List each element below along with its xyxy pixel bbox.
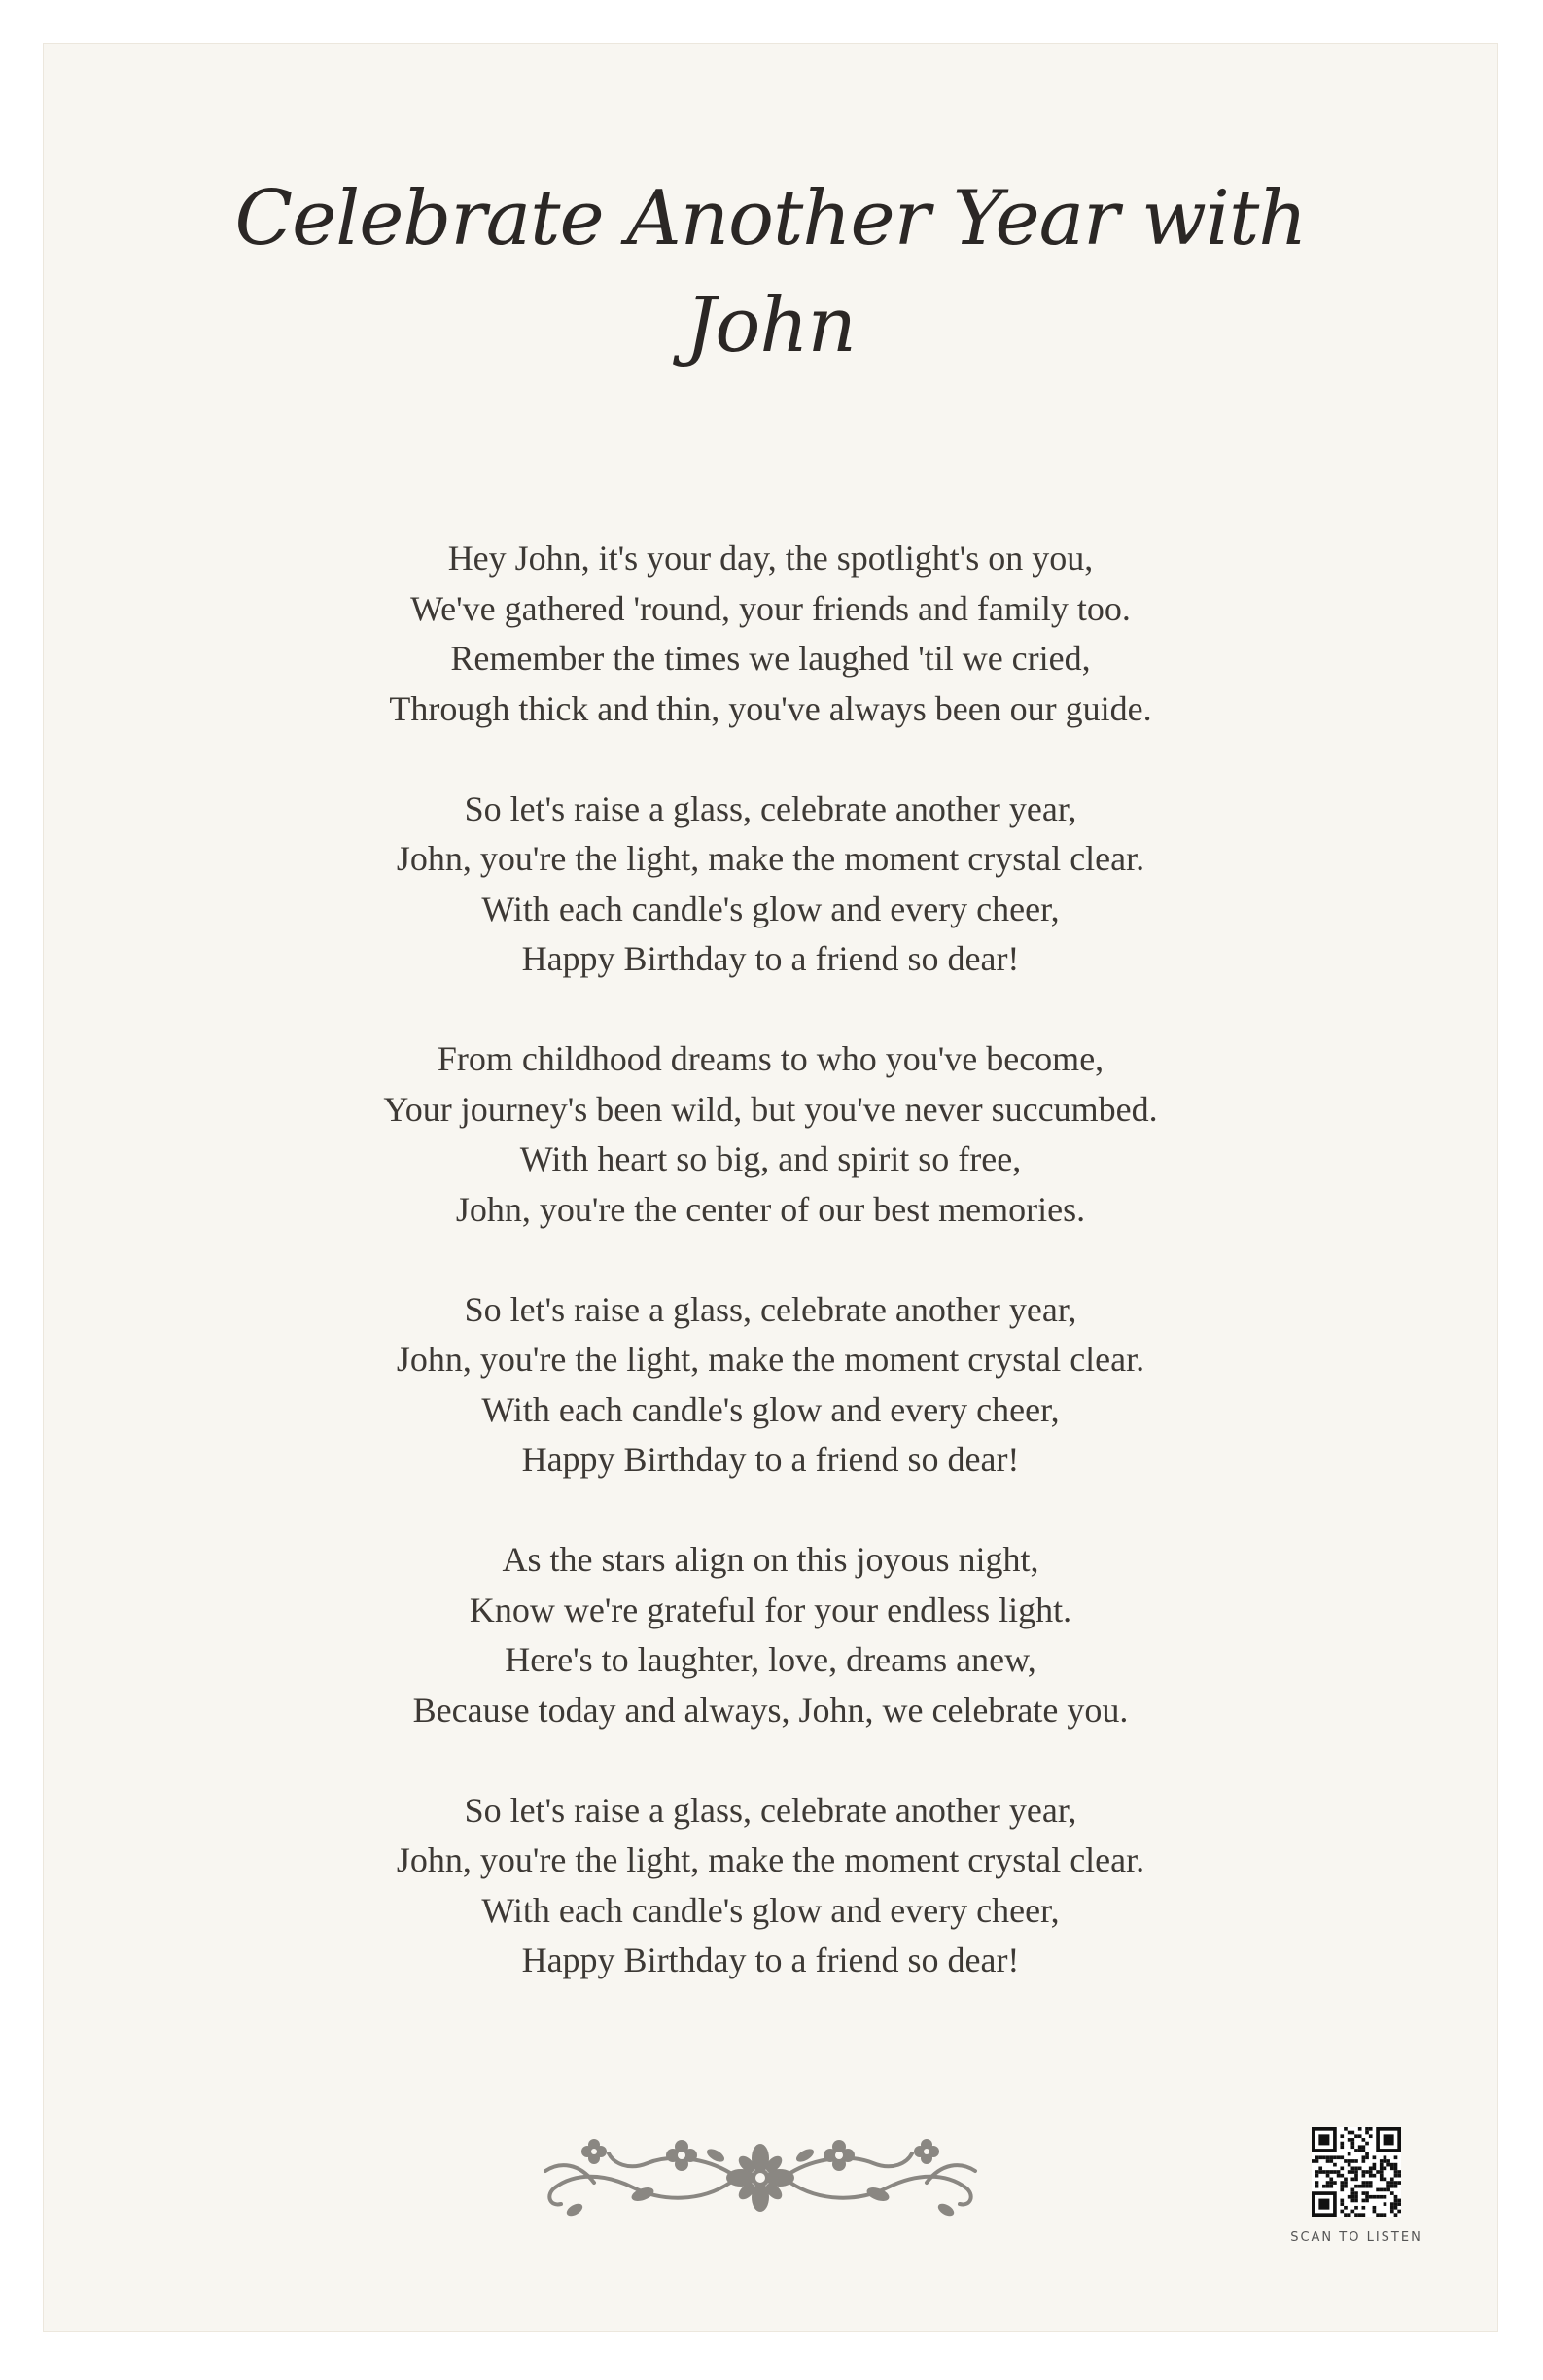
lyric-line: As the stars align on this joyous night, — [502, 1540, 1039, 1579]
stanza — [44, 1034, 1497, 1235]
lyric-line: John, you're the light, make the moment crystal clear. — [396, 1840, 1145, 1879]
lyric-line: Happy Birthday to a friend so dear! — [521, 1941, 1020, 1979]
lyric-line: With each candle's glow and every cheer, — [481, 1890, 1060, 1930]
lyric-line: So let's raise a glass, celebrate another year, — [464, 1289, 1077, 1329]
stanza — [44, 1285, 1497, 1486]
lyric-line: So let's raise a glass, celebrate another year, — [464, 1790, 1077, 1830]
lyric-line: John, you're the light, make the moment crystal clear. — [396, 1340, 1145, 1379]
stanza — [44, 534, 1497, 734]
lyric-line: From childhood dreams to who you've become, — [437, 1039, 1105, 1078]
lyric-line: So let's raise a glass, celebrate another year, — [464, 788, 1077, 828]
lyric-line: With each candle's glow and every cheer, — [481, 889, 1060, 928]
lyric-line: With each candle's glow and every cheer, — [481, 1389, 1060, 1429]
lyric-line: Happy Birthday to a friend so dear! — [521, 939, 1020, 978]
title-line-1: Celebrate Another Year with — [234, 175, 1307, 262]
lyric-line: Know we're grateful for your endless light. — [469, 1590, 1072, 1629]
floral-divider-icon — [536, 2134, 985, 2222]
lyric-line: Happy Birthday to a friend so dear! — [521, 1440, 1020, 1479]
stanza — [44, 785, 1497, 985]
lyrics — [44, 534, 1497, 2036]
lyric-line: Remember the times we laughed 'til we cried, — [450, 639, 1091, 678]
lyric-line: With heart so big, and spirit so free, — [519, 1139, 1022, 1178]
qr-caption: SCAN TO LISTEN — [1290, 2230, 1422, 2245]
lyric-line: John, you're the light, make the moment crystal clear. — [396, 839, 1145, 878]
qr-section[interactable] — [1279, 2127, 1434, 2245]
lyric-line: We've gathered 'round, your friends and family too. — [410, 588, 1131, 628]
stanza — [44, 1786, 1497, 1986]
lyric-line: Hey John, it's your day, the spotlight's on you, — [447, 539, 1094, 578]
lyric-line: John, you're the center of our best memories. — [455, 1189, 1086, 1229]
lyric-line: Your journey's been wild, but you've never succumbed. — [383, 1089, 1158, 1129]
title-line-2: John — [685, 282, 856, 369]
lyric-line: Because today and always, John, we celebrate you. — [412, 1690, 1129, 1730]
qr-code-icon[interactable] — [1312, 2127, 1401, 2217]
lyric-line: Through thick and thin, you've always been our guide. — [389, 688, 1152, 728]
stanza — [44, 1535, 1497, 1735]
page-title — [44, 165, 1497, 379]
lyric-line: Here's to laughter, love, dreams anew, — [505, 1640, 1036, 1679]
poster — [43, 43, 1498, 2332]
